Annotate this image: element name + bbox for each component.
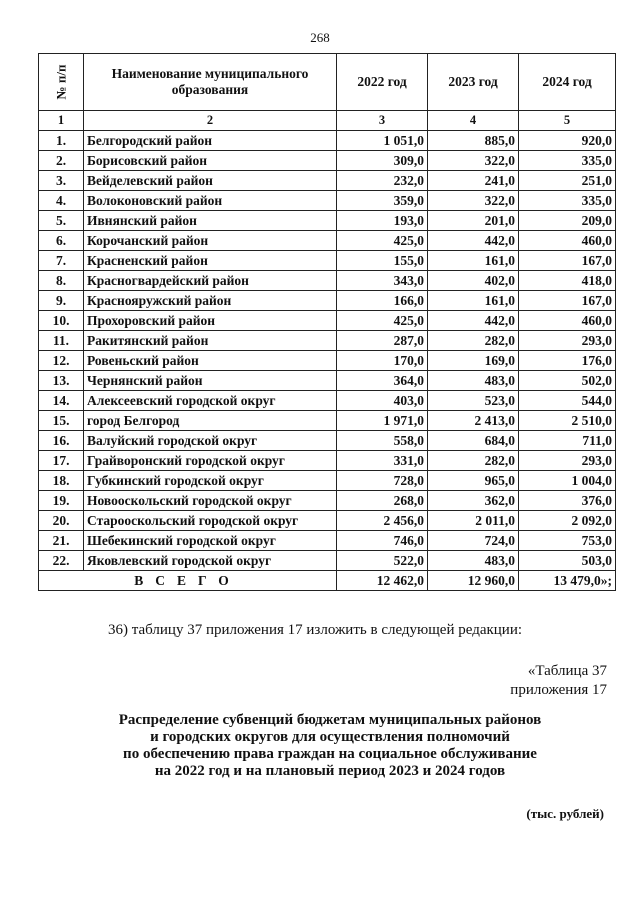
total-label: ВСЕГО [39,571,337,591]
value-2024: 376,0 [519,491,616,511]
value-2022: 425,0 [337,311,428,331]
value-2024: 335,0 [519,151,616,171]
table-reference [510,662,607,700]
total-2024: 13 479,0»; [519,571,616,591]
value-2023: 442,0 [428,231,519,251]
value-2023: 483,0 [428,371,519,391]
row-number: 13. [39,371,84,391]
municipality-name: Красненский район [84,251,337,271]
municipality-name: Шебекинский городской округ [84,531,337,551]
value-2023: 282,0 [428,451,519,471]
total-row [39,571,616,591]
value-2022: 331,0 [337,451,428,471]
municipality-name: Губкинский городской округ [84,471,337,491]
value-2022: 359,0 [337,191,428,211]
municipality-name: Корочанский район [84,231,337,251]
value-2022: 166,0 [337,291,428,311]
value-2022: 343,0 [337,271,428,291]
row-number: 20. [39,511,84,531]
municipality-name: Волоконовский район [84,191,337,211]
caption-line: Распределение субвенций бюджетам муниципальных районов [118,712,542,728]
row-number: 5. [39,211,84,231]
value-2022: 268,0 [337,491,428,511]
value-2024: 293,0 [519,451,616,471]
amendment-paragraph: 36) таблицу 37 приложения 17 изложить в следующей редакции: [108,622,523,638]
row-number: 18. [39,471,84,491]
value-2024: 502,0 [519,371,616,391]
value-2022: 403,0 [337,391,428,411]
value-2023: 322,0 [428,151,519,171]
value-2023: 161,0 [428,291,519,311]
value-2023: 2 413,0 [428,411,519,431]
value-2023: 483,0 [428,551,519,571]
row-number: 2. [39,151,84,171]
row-number: 14. [39,391,84,411]
value-2023: 402,0 [428,271,519,291]
value-2024: 176,0 [519,351,616,371]
value-2022: 728,0 [337,471,428,491]
row-number: 11. [39,331,84,351]
table-reference-line: «Таблица 37 [527,663,607,679]
municipality-name: Старооскольский городской округ [84,511,337,531]
value-2024: 2 510,0 [519,411,616,431]
value-2023: 523,0 [428,391,519,411]
table-row [39,171,616,191]
value-2022: 287,0 [337,331,428,351]
table-row [39,411,616,431]
value-2023: 282,0 [428,331,519,351]
municipality-name: Красногвардейский район [84,271,337,291]
municipality-name: Валуйский городской округ [84,431,337,451]
value-2024: 251,0 [519,171,616,191]
value-2022: 364,0 [337,371,428,391]
table-row [39,551,616,571]
row-number: 6. [39,231,84,251]
value-2024: 460,0 [519,311,616,331]
value-2023: 169,0 [428,351,519,371]
value-2024: 920,0 [519,131,616,151]
table-header-row [39,54,616,111]
column-index: 2 [84,111,337,131]
value-2024: 335,0 [519,191,616,211]
column-index-row [39,111,616,131]
table-row [39,211,616,231]
value-2022: 155,0 [337,251,428,271]
value-2023: 161,0 [428,251,519,271]
table-row [39,471,616,491]
header-2022: 2022 год [337,54,428,111]
value-2023: 724,0 [428,531,519,551]
value-2023: 965,0 [428,471,519,491]
total-2022: 12 462,0 [337,571,428,591]
value-2022: 1 051,0 [337,131,428,151]
row-number: 21. [39,531,84,551]
value-2022: 746,0 [337,531,428,551]
value-2022: 1 971,0 [337,411,428,431]
value-2022: 425,0 [337,231,428,251]
column-index: 4 [428,111,519,131]
value-2024: 2 092,0 [519,511,616,531]
table-row [39,151,616,171]
municipality-name: Ровеньский район [84,351,337,371]
table-row [39,231,616,251]
table-row [39,511,616,531]
row-number: 22. [39,551,84,571]
value-2022: 170,0 [337,351,428,371]
table-row [39,271,616,291]
caption-line: и городских округов для осуществления полномочий [150,729,510,745]
subvention-table [38,53,616,591]
value-2023: 885,0 [428,131,519,151]
table-row [39,291,616,311]
caption-line: по обеспечению права граждан на социальное обслуживание [123,746,537,762]
row-number: 1. [39,131,84,151]
value-2023: 2 011,0 [428,511,519,531]
total-2023: 12 960,0 [428,571,519,591]
value-2022: 2 456,0 [337,511,428,531]
municipality-name: Грайворонский городской округ [84,451,337,471]
municipality-name: Ивнянский район [84,211,337,231]
row-number: 9. [39,291,84,311]
municipality-name: Яковлевский городской округ [84,551,337,571]
units-note: (тыс. рублей) [526,806,604,821]
value-2024: 418,0 [519,271,616,291]
value-2022: 522,0 [337,551,428,571]
value-2024: 293,0 [519,331,616,351]
table-row [39,131,616,151]
value-2022: 232,0 [337,171,428,191]
value-2024: 753,0 [519,531,616,551]
municipality-name: город Белгород [84,411,337,431]
municipality-name: Белгородский район [84,131,337,151]
table-row [39,531,616,551]
row-number: 4. [39,191,84,211]
value-2024: 1 004,0 [519,471,616,491]
municipality-name: Чернянский район [84,371,337,391]
header-2024: 2024 год [519,54,616,111]
value-2024: 544,0 [519,391,616,411]
municipality-name: Борисовский район [84,151,337,171]
table-row [39,351,616,371]
value-2022: 193,0 [337,211,428,231]
table-reference-line: приложения 17 [510,682,607,698]
value-2022: 309,0 [337,151,428,171]
municipality-name: Алексеевский городской округ [84,391,337,411]
table-row [39,391,616,411]
table-row [39,251,616,271]
row-number: 3. [39,171,84,191]
table-caption [60,712,600,780]
page-number: 268 [310,30,330,45]
value-2022: 558,0 [337,431,428,451]
header-name: Наименование муниципального образования [84,54,337,111]
row-number: 12. [39,351,84,371]
row-number: 19. [39,491,84,511]
value-2024: 167,0 [519,251,616,271]
row-number: 15. [39,411,84,431]
table-row [39,491,616,511]
column-index: 1 [39,111,84,131]
municipality-name: Новооскольский городской округ [84,491,337,511]
column-index: 3 [337,111,428,131]
table-row [39,371,616,391]
value-2024: 209,0 [519,211,616,231]
caption-line: на 2022 год и на плановый период 2023 и 2024 годов [154,763,506,779]
row-number: 10. [39,311,84,331]
header-number: № п/п [39,54,84,111]
municipality-name: Ракитянский район [84,331,337,351]
municipality-name: Краснояружский район [84,291,337,311]
value-2023: 322,0 [428,191,519,211]
row-number: 7. [39,251,84,271]
row-number: 16. [39,431,84,451]
value-2024: 711,0 [519,431,616,451]
municipality-name: Вейделевский район [84,171,337,191]
value-2023: 201,0 [428,211,519,231]
table-row [39,331,616,351]
municipality-name: Прохоровский район [84,311,337,331]
value-2023: 241,0 [428,171,519,191]
header-2023: 2023 год [428,54,519,111]
table-row [39,431,616,451]
column-index: 5 [519,111,616,131]
table-row [39,311,616,331]
value-2023: 684,0 [428,431,519,451]
row-number: 8. [39,271,84,291]
value-2024: 503,0 [519,551,616,571]
table-row [39,191,616,211]
value-2023: 442,0 [428,311,519,331]
row-number: 17. [39,451,84,471]
value-2023: 362,0 [428,491,519,511]
table-row [39,451,616,471]
value-2024: 167,0 [519,291,616,311]
value-2024: 460,0 [519,231,616,251]
